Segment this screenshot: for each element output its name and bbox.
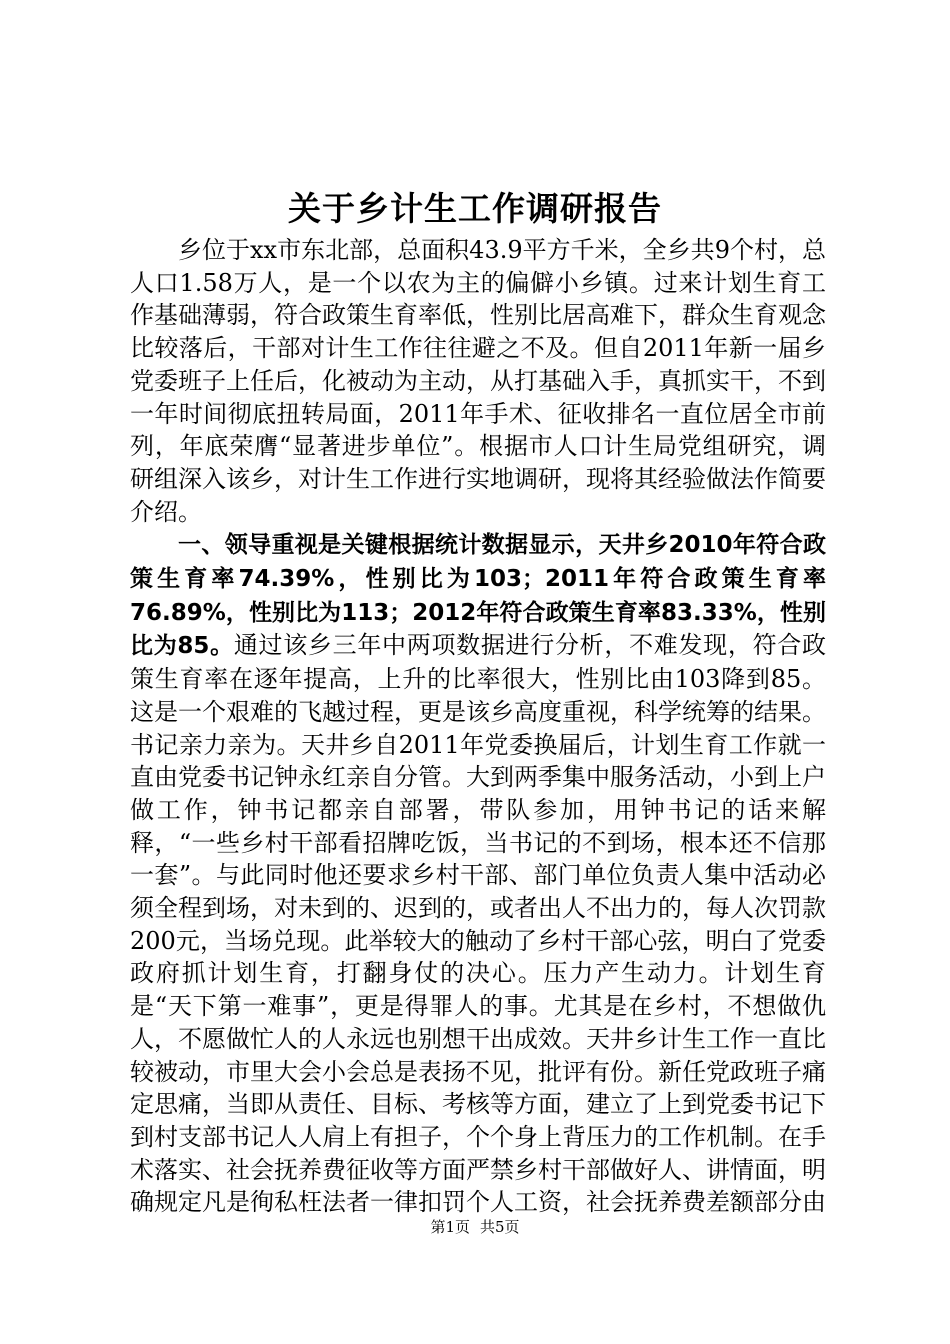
paragraph-intro: 乡位于xx市东北部，总面积43.9平方千米，全乡共9个村，总人口1.58万人，是一个以农为主的偏僻小乡镇。过来计划生育工作基础薄弱，符合政策生育率低，性别比居高难下，群众生育观念比较落后，干部对计生工作往往避之不及。但自2011年新一届乡党委班子上任后，化被动为主动，从打基础入手，真抓实干，不到一年时间彻底扭转局面，2011年手术、征收排名一直位居全市前列，年底荣膺“显著进步单位”。根据市人口计生局党组研究，调研组深入该乡，对计生工作进行实地调研，现将其经验做法作简要介绍。 bbox=[130, 236, 826, 526]
document-body bbox=[130, 234, 826, 1219]
section-1-lead: 一、领导重视是关键根据统计数据显示，天井乡2010年符合政策生育率74.39%，性别比为103；2011年符合政策生育率76.89%，性别比为113；2012年符合政策生育率83.33%，性别比为85。 bbox=[130, 532, 826, 660]
page-total: 共5页 bbox=[480, 1218, 520, 1236]
document-title: 关于乡计生工作调研报告 bbox=[288, 189, 662, 228]
page-footer bbox=[0, 1217, 950, 1237]
section-1-body: 通过该乡三年中两项数据进行分析，不难发现，符合政策生育率在逐年提高，上升的比率很大，性别比由103降到85。这是一个艰难的飞越过程，更是该乡高度重视，科学统筹的结果。书记亲力亲为。天井乡自2011年党委换届后，计划生育工作就一直由党委书记钟永红亲自分管。大到两季集中服务活动，小到上户做工作，钟书记都亲自部署，带队参加，用钟书记的话来解释，“一些乡村干部看招牌吃饭，当书记的不到场，根本还不信那一套”。与此同时他还要求乡村干部、部门单位负责人集中活动必须全程到场，对未到的、迟到的，或者出人不出力的，每人次罚款200元，当场兑现。此举较大的触动了乡村干部心弦，明白了党委政府抓计划生育，打翻身仗的决心。压力产生动力。计划生育是“天下第一难事”，更是得罪人的事。尤其是在乡村，不想做仇人，不愿做忙人的人永远也别想干出成效。天井乡计生工作一直比较被动，市里大会小会总是表扬不见，批评有份。新任党政班子痛定思痛，当即从责任、目标、考核等方面，建立了上到党委书记下到村支部书记人人肩上有担子，个个身上背压力的工作机制。在手术落实、社会抚养费征收等方面严禁乡村干部做好人、讲情面，明确规定凡是徇私枉法者一律扣罚个人工资，社会抚养费差额部分由 bbox=[130, 631, 826, 1217]
page-number: 第1页 bbox=[430, 1218, 470, 1236]
paragraph-section-1 bbox=[130, 528, 826, 1219]
